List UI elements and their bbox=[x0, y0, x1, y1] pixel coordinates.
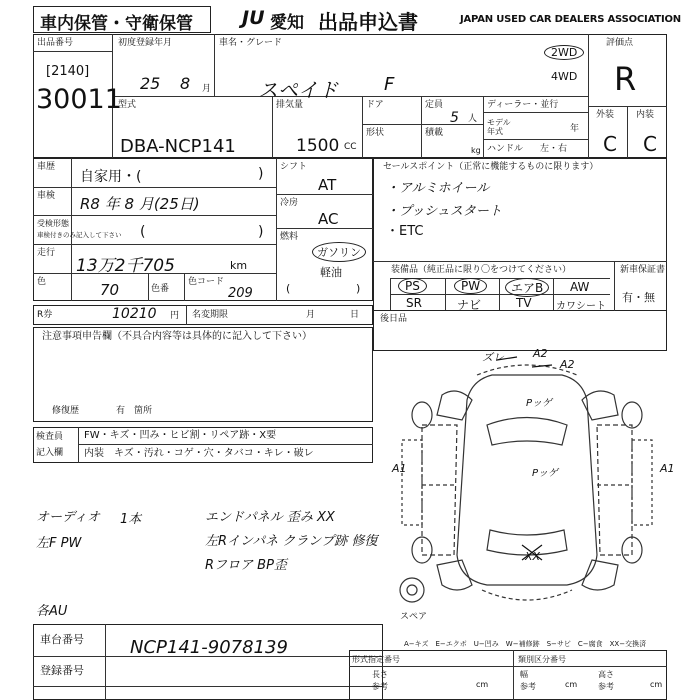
note-audio: オーディオ bbox=[36, 510, 100, 525]
chassis-label: 車台番号 bbox=[40, 633, 84, 646]
eval-score: R bbox=[614, 60, 637, 98]
r-ticket-value: 10210 bbox=[112, 306, 157, 322]
receiving-label: 受検形態 bbox=[37, 219, 69, 228]
year-unit: 年 bbox=[570, 124, 580, 134]
load-label: 積載 bbox=[425, 128, 444, 138]
repair-label: 修復歴 bbox=[52, 406, 80, 416]
inspection-date: R8 年 8 月(25日) bbox=[80, 195, 200, 213]
mileage: 13万2千705 bbox=[76, 256, 175, 276]
height-label: 高さ bbox=[598, 670, 614, 679]
note-one: 1本 bbox=[120, 512, 142, 527]
lot-number: 30011 bbox=[36, 84, 122, 115]
reg-year: 25 bbox=[140, 74, 161, 93]
handle-options: 左・右 bbox=[540, 144, 568, 154]
equip-tv: TV bbox=[516, 296, 532, 310]
mileage-label: 走行 bbox=[37, 248, 56, 258]
width-label: 幅 bbox=[520, 670, 528, 679]
height-ref: 参考 bbox=[598, 682, 614, 691]
diagram-mark-a1-right: A1 bbox=[660, 462, 675, 475]
model-label: 型式 bbox=[118, 100, 137, 110]
name-change-label: 名変期限 bbox=[192, 310, 229, 320]
length-label: 長さ bbox=[372, 670, 388, 679]
color-code: 209 bbox=[228, 286, 253, 301]
shape-label: 形状 bbox=[366, 128, 385, 138]
repair-options: 有 箇所 bbox=[116, 406, 153, 416]
model-year-label: モデル 年式 bbox=[487, 118, 511, 136]
ext-score: C bbox=[603, 132, 617, 156]
sales-point-1: ・アルミホイール bbox=[386, 181, 490, 196]
r-ticket-unit: 円 bbox=[170, 311, 180, 321]
aircon-label: 冷房 bbox=[280, 198, 299, 208]
capacity-label: 定員 bbox=[425, 100, 444, 110]
width-ref: 参考 bbox=[520, 682, 536, 691]
equip-seat: カワシート bbox=[556, 301, 606, 312]
evaluation-label: 評価点 bbox=[606, 38, 634, 48]
form-title: 出品申込書 bbox=[318, 10, 418, 34]
color-label: 色 bbox=[37, 277, 47, 287]
aircon-value: AC bbox=[318, 210, 339, 228]
damage-legend: A−キズ E−エクボ U−凹み W−補修跡 S−サビ C−腐食 XX−交換済 bbox=[404, 640, 647, 648]
fuel-diesel: 軽油 bbox=[320, 266, 342, 279]
model-code: DBA-NCP141 bbox=[120, 136, 236, 157]
color-value: 70 bbox=[100, 281, 120, 299]
equip-aw: AW bbox=[570, 280, 590, 294]
equip-sr: SR bbox=[406, 296, 422, 310]
handle-label: ハンドル bbox=[487, 144, 524, 154]
color-code-label: 色コード bbox=[188, 277, 225, 287]
receiving-note: 車検付きのみ記入して下さい bbox=[37, 231, 122, 239]
first-reg-label: 初度登録年月 bbox=[118, 38, 173, 48]
note-floor: Rフロア BP歪 bbox=[205, 558, 287, 573]
capacity-unit: 人 bbox=[468, 114, 478, 124]
reg-no-label: 登録番号 bbox=[40, 664, 84, 677]
lot-number-label: 出品番号 bbox=[37, 38, 74, 48]
spec-no-label: 形式指定番号 bbox=[352, 655, 400, 664]
equip-ps: PS bbox=[398, 278, 427, 294]
shift-value: AT bbox=[318, 176, 337, 194]
sales-point-2: ・プッシュスタート bbox=[386, 204, 502, 219]
fuel-gasoline: ガソリン bbox=[312, 242, 366, 262]
warranty-options: 有・無 bbox=[622, 291, 655, 304]
ju-logo: JU bbox=[242, 7, 265, 29]
int-score: C bbox=[643, 132, 657, 156]
history-label: 車歴 bbox=[37, 162, 56, 172]
association-name: JAPAN USED CAR DEALERS ASSOCIATION bbox=[460, 14, 681, 25]
note-pw: 左F PW bbox=[36, 536, 82, 551]
capacity: 5 bbox=[450, 110, 459, 126]
diagram-mark-a2-front: A2 bbox=[533, 347, 548, 360]
note-inpanel: 左Rインパネ クランプ跡 修復 bbox=[205, 534, 378, 549]
height-cm: cm bbox=[650, 680, 663, 689]
equip-navi: ナビ bbox=[457, 298, 482, 312]
diagram-mark-pg2: Pッゲ bbox=[532, 468, 559, 479]
diagram-mark-zure: ズレ bbox=[482, 351, 504, 364]
car-name: スペイド bbox=[258, 78, 338, 102]
storage-title: 車内保管・守衛保管 bbox=[40, 14, 193, 34]
sales-point-3: ・ETC bbox=[386, 224, 424, 239]
exterior-label: 外装 bbox=[596, 110, 615, 120]
entry-label: 記入欄 bbox=[36, 448, 64, 458]
cc-unit: CC bbox=[344, 142, 357, 152]
interior-options: 内装 キズ・汚れ・コゲ・穴・タバコ・キレ・破レ bbox=[84, 448, 314, 459]
history-close: ) bbox=[258, 166, 264, 182]
chassis-block bbox=[33, 624, 383, 700]
notes-label: 注意事項申告欄（不具合内容等は具体的に記入して下さい） bbox=[42, 331, 312, 342]
note-end-panel: エンドパネル 歪み XX bbox=[205, 510, 335, 525]
chassis-number: NCP141-9078139 bbox=[130, 637, 288, 658]
dealer-label: ディーラー・並行 bbox=[487, 100, 559, 110]
history-value: 自家用・( bbox=[80, 169, 142, 185]
fuel-open: ( bbox=[286, 282, 291, 295]
diagram-mark-xx: XX bbox=[525, 550, 541, 563]
length-ref: 参考 bbox=[372, 682, 388, 691]
color-no-label: 色番 bbox=[151, 284, 170, 294]
diagram-mark-pg1: Pッゲ bbox=[526, 398, 553, 409]
inspector-options: FW・キズ・凹み・ヒビ割・リペア跡・X要 bbox=[84, 430, 277, 441]
warranty-label: 新車保証書 bbox=[620, 265, 666, 275]
brand-name: 愛知 bbox=[270, 13, 304, 33]
spare-label: スペア bbox=[400, 612, 428, 622]
fuel-close: ) bbox=[356, 282, 361, 295]
width-cm: cm bbox=[565, 680, 578, 689]
displacement: 1500 bbox=[296, 136, 340, 156]
note-each: 各AU bbox=[36, 604, 68, 619]
grade: F bbox=[384, 74, 395, 95]
class-no-label: 類別区分番号 bbox=[518, 655, 566, 664]
r-ticket-label: R券 bbox=[37, 310, 53, 320]
after-ship-label: 後日品 bbox=[380, 314, 408, 324]
interior-label: 内装 bbox=[636, 110, 655, 120]
length-cm: cm bbox=[476, 680, 489, 689]
receiving-open: ( bbox=[140, 224, 146, 240]
shift-label: シフト bbox=[280, 162, 308, 172]
km-unit: km bbox=[230, 259, 248, 272]
reg-month: 8 bbox=[180, 74, 191, 93]
equip-pw: PW bbox=[454, 278, 487, 294]
drive-4wd: 4WD bbox=[551, 70, 578, 83]
kg-unit: kg bbox=[471, 146, 481, 155]
fuel-label: 燃料 bbox=[280, 232, 299, 242]
doors-label: ドア bbox=[366, 100, 384, 110]
diagram-mark-a1-left: A1 bbox=[392, 462, 407, 475]
lot-bracket: [2140] bbox=[46, 64, 90, 79]
name-change-day: 日 bbox=[350, 310, 360, 320]
diagram-mark-a2-top: A2 bbox=[560, 358, 575, 371]
equipment-label: 装備品（純正品に限り〇をつけてください） bbox=[391, 265, 572, 275]
displacement-label: 排気量 bbox=[276, 100, 304, 110]
name-change-month: 月 bbox=[306, 310, 316, 320]
car-name-label: 車名・グレード bbox=[219, 38, 283, 48]
car-diagram bbox=[382, 345, 672, 615]
equip-airbag: エアB bbox=[505, 278, 549, 297]
inspector-label: 検査員 bbox=[36, 432, 64, 442]
drive-2wd: 2WD bbox=[544, 45, 584, 60]
sales-points-label: セールスポイント（正常に機能するものに限ります） bbox=[383, 162, 599, 172]
reg-month-unit: 月 bbox=[202, 84, 212, 94]
receiving-close: ) bbox=[258, 224, 264, 240]
inspection-label: 車検 bbox=[37, 191, 56, 201]
